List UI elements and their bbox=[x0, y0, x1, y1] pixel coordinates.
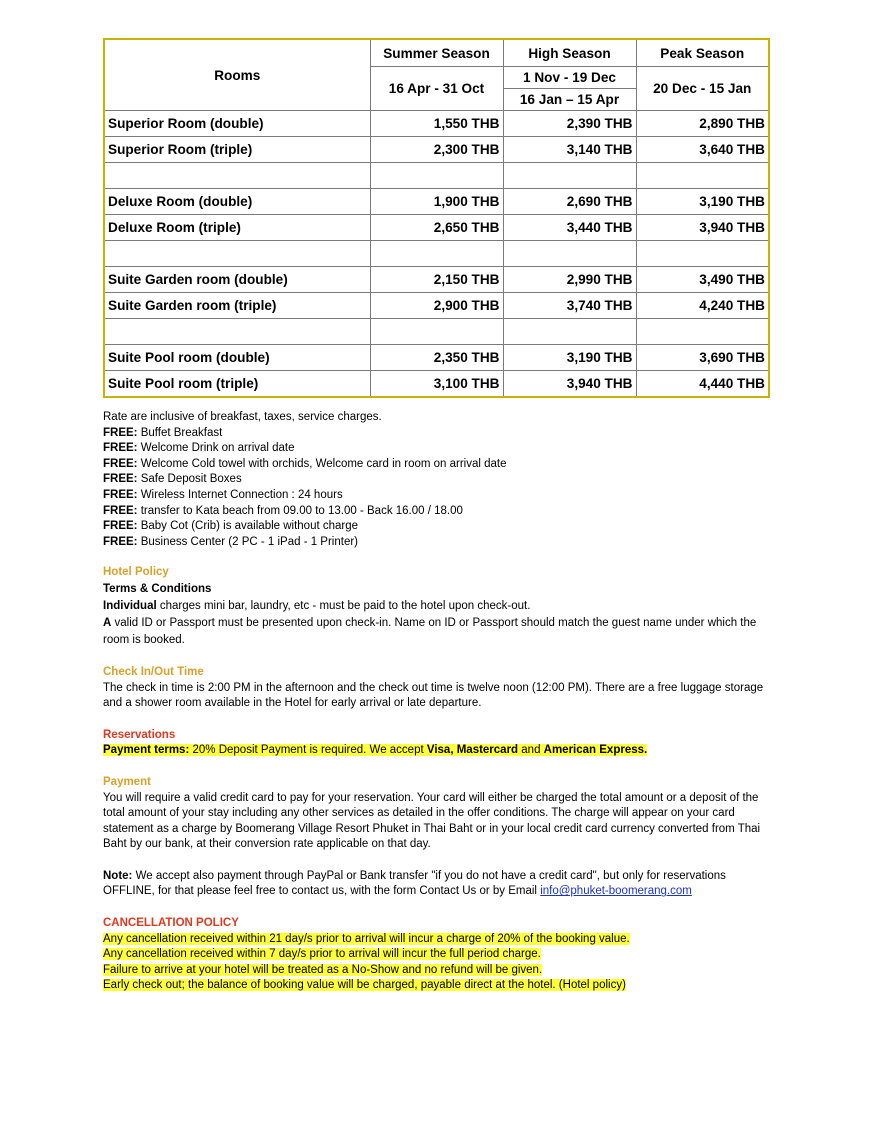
inclusions-intro: Rate are inclusive of breakfast, taxes, service charges. bbox=[103, 411, 382, 423]
free-item bbox=[103, 504, 771, 520]
checkin-heading: Check In/Out Time bbox=[103, 665, 204, 678]
spacer-row bbox=[104, 163, 769, 189]
room-name: Suite Garden room (triple) bbox=[104, 293, 370, 319]
free-item-text: transfer to Kata beach from 09.00 to 13.00 - Back 16.00 / 18.00 bbox=[140, 504, 463, 517]
spacer-row bbox=[104, 241, 769, 267]
payment-terms-text: Payment terms: 20% Deposit Payment is required. We accept Visa, Mastercard and American Express. bbox=[103, 744, 648, 757]
room-name: Deluxe Room (triple) bbox=[104, 215, 370, 241]
room-name: Suite Pool room (triple) bbox=[104, 371, 370, 398]
room-rates-table bbox=[103, 38, 770, 398]
room-name: Superior Room (triple) bbox=[104, 137, 370, 163]
table-row bbox=[104, 293, 769, 319]
high-season-dates-1: 1 Nov - 19 Dec bbox=[503, 67, 636, 89]
high-price: 3,190 THB bbox=[503, 345, 636, 371]
rooms-header: Rooms bbox=[104, 39, 370, 111]
payment-text: You will require a valid credit card to pay for your reservation. Your card will either be charged the total amount or a deposit of the total amount of your stay including any other services as detailed in the offer conditions. The charge will appear on your card statement as a charge by Boomerang Village Resort Phuket in Thai Baht or in your local credit card currency converted from Thai Baht by our bank, at their conversion rate applicable on that day. bbox=[103, 791, 761, 851]
free-item-text: Welcome Cold towel with orchids, Welcome card in room on arrival date bbox=[140, 457, 507, 470]
high-price: 3,740 THB bbox=[503, 293, 636, 319]
summer-price: 2,350 THB bbox=[370, 345, 503, 371]
high-season-dates-2: 16 Jan – 15 Apr bbox=[503, 89, 636, 111]
reservations-heading: Reservations bbox=[103, 728, 176, 741]
peak-price: 3,940 THB bbox=[636, 215, 769, 241]
free-item bbox=[103, 441, 771, 457]
cancellation-line: Early check out; the balance of booking value will be charged, payable direct at the hotel. (Hotel policy) bbox=[103, 979, 626, 992]
free-item-text: Safe Deposit Boxes bbox=[140, 473, 242, 486]
payment-heading: Payment bbox=[103, 775, 151, 788]
policy-text-body bbox=[103, 410, 771, 994]
free-label: FREE: bbox=[103, 535, 138, 548]
high-price: 2,690 THB bbox=[503, 189, 636, 215]
peak-price: 3,690 THB bbox=[636, 345, 769, 371]
valid-id-text: A valid ID or Passport must be presented upon check-in. Name on ID or Passport should match the guest name under which the room is booked. bbox=[103, 616, 757, 646]
checkin-text: The check in time is 2:00 PM in the afternoon and the check out time is twelve noon (12:00 PM). There are a free luggage storage and a shower room available in the Hotel for early arrival or late departure. bbox=[103, 681, 764, 710]
peak-price: 2,890 THB bbox=[636, 111, 769, 137]
summer-price: 1,900 THB bbox=[370, 189, 503, 215]
summer-price: 1,550 THB bbox=[370, 111, 503, 137]
free-label: FREE: bbox=[103, 442, 138, 455]
high-price: 3,940 THB bbox=[503, 371, 636, 398]
high-price: 3,140 THB bbox=[503, 137, 636, 163]
free-item-text: Wireless Internet Connection : 24 hours bbox=[140, 488, 343, 501]
high-price: 2,990 THB bbox=[503, 267, 636, 293]
peak-price: 3,640 THB bbox=[636, 137, 769, 163]
peak-price: 3,190 THB bbox=[636, 189, 769, 215]
high-season-header: High Season bbox=[503, 39, 636, 67]
free-item-text: Business Center (2 PC - 1 iPad - 1 Printer) bbox=[140, 535, 359, 548]
free-item-text: Baby Cot (Crib) is available without charge bbox=[140, 520, 359, 533]
table-row bbox=[104, 345, 769, 371]
peak-price: 4,240 THB bbox=[636, 293, 769, 319]
spacer-row bbox=[104, 319, 769, 345]
summer-price: 3,100 THB bbox=[370, 371, 503, 398]
peak-price: 4,440 THB bbox=[636, 371, 769, 398]
free-label: FREE: bbox=[103, 520, 138, 533]
summer-price: 2,650 THB bbox=[370, 215, 503, 241]
peak-season-dates: 20 Dec - 15 Jan bbox=[636, 67, 769, 111]
high-price: 3,440 THB bbox=[503, 215, 636, 241]
free-item bbox=[103, 472, 771, 488]
free-item-text: Buffet Breakfast bbox=[140, 426, 223, 439]
room-name: Suite Pool room (double) bbox=[104, 345, 370, 371]
individual-charges-text: Individual charges mini bar, laundry, etc - must be paid to the hotel upon check-out. bbox=[103, 599, 531, 612]
payment-note: Note: We accept also payment through PayPal or Bank transfer "if you do not have a credit card", but only for reservations OFFLINE, for that please feel free to contact us, with the form Contact Us or by Email info@phuket-boomerang.com bbox=[103, 869, 726, 898]
peak-price: 3,490 THB bbox=[636, 267, 769, 293]
table-row bbox=[104, 215, 769, 241]
free-label: FREE: bbox=[103, 504, 138, 517]
table-row bbox=[104, 111, 769, 137]
cancellation-line: Any cancellation received within 7 day/s prior to arrival will incur the full period charge. bbox=[103, 948, 541, 961]
free-item bbox=[103, 457, 771, 473]
cancellation-heading: CANCELLATION POLICY bbox=[103, 917, 239, 930]
free-label: FREE: bbox=[103, 488, 138, 501]
hotel-policy-heading: Hotel Policy bbox=[103, 566, 169, 579]
free-item-text: Welcome Drink on arrival date bbox=[140, 442, 295, 455]
cancellation-line: Failure to arrive at your hotel will be treated as a No-Show and no refund will be given. bbox=[103, 963, 543, 976]
table-row bbox=[104, 189, 769, 215]
free-item bbox=[103, 426, 771, 442]
summer-price: 2,900 THB bbox=[370, 293, 503, 319]
free-item bbox=[103, 488, 771, 504]
summer-season-header: Summer Season bbox=[370, 39, 503, 67]
free-label: FREE: bbox=[103, 426, 138, 439]
summer-price: 2,300 THB bbox=[370, 137, 503, 163]
table-row bbox=[104, 371, 769, 398]
cancellation-line: Any cancellation received within 21 day/s prior to arrival will incur a charge of 20% of the booking value. bbox=[103, 932, 630, 945]
free-item bbox=[103, 519, 771, 535]
high-price: 2,390 THB bbox=[503, 111, 636, 137]
room-name: Suite Garden room (double) bbox=[104, 267, 370, 293]
free-label: FREE: bbox=[103, 473, 138, 486]
room-name: Superior Room (double) bbox=[104, 111, 370, 137]
table-row bbox=[104, 137, 769, 163]
email-link[interactable]: info@phuket-boomerang.com bbox=[540, 885, 692, 898]
free-item bbox=[103, 535, 771, 551]
peak-season-header: Peak Season bbox=[636, 39, 769, 67]
room-name: Deluxe Room (double) bbox=[104, 189, 370, 215]
summer-season-dates: 16 Apr - 31 Oct bbox=[370, 67, 503, 111]
table-row bbox=[104, 267, 769, 293]
terms-heading: Terms & Conditions bbox=[103, 582, 212, 595]
summer-price: 2,150 THB bbox=[370, 267, 503, 293]
free-label: FREE: bbox=[103, 457, 138, 470]
